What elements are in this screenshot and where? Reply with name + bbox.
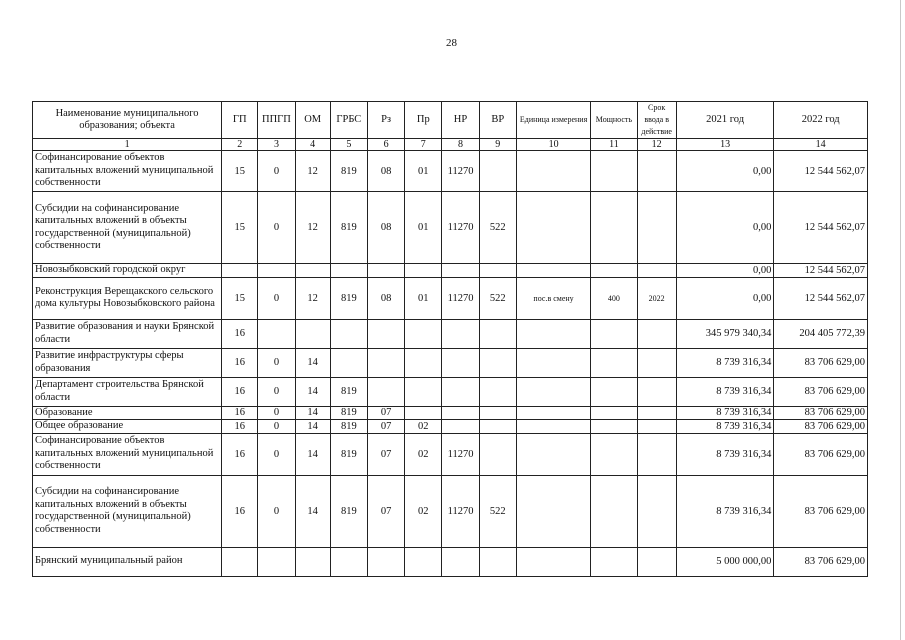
column-number: 14	[774, 139, 868, 151]
table-cell-unit	[516, 319, 590, 348]
table-cell-2022: 83 706 629,00	[774, 420, 868, 434]
table-cell-term	[637, 433, 676, 475]
table-cell-ppgp: 0	[258, 475, 295, 547]
table-cell-ppgp: 0	[258, 192, 295, 264]
table-cell-om: 14	[295, 420, 330, 434]
table-cell-grbs	[330, 348, 367, 377]
table-cell-om	[295, 264, 330, 278]
table-cell-2022: 204 405 772,39	[774, 319, 868, 348]
budget-table	[32, 101, 868, 577]
table-cell-vr	[479, 151, 516, 192]
table-cell-np	[442, 319, 479, 348]
table-cell-gp: 15	[222, 151, 258, 192]
table-body	[33, 151, 868, 577]
table-cell-rz: 08	[367, 277, 404, 319]
table-cell-capacity	[591, 151, 637, 192]
table-cell-grbs: 819	[330, 277, 367, 319]
table-cell-2021: 8 739 316,34	[676, 420, 774, 434]
table-cell-pr: 01	[405, 151, 442, 192]
header-ppgp: ППГП	[258, 102, 295, 139]
column-number: 3	[258, 139, 295, 151]
table-cell-2021: 8 739 316,34	[676, 406, 774, 420]
table-cell-ppgp: 0	[258, 406, 295, 420]
table-cell-unit	[516, 377, 590, 406]
table-cell-grbs: 819	[330, 433, 367, 475]
table-row	[33, 547, 868, 576]
table-cell-capacity	[591, 475, 637, 547]
table-cell-pr	[405, 547, 442, 576]
table-cell-capacity	[591, 377, 637, 406]
table-cell-term	[637, 547, 676, 576]
table-cell-rz: 08	[367, 192, 404, 264]
table-cell-np	[442, 420, 479, 434]
table-cell-vr: 522	[479, 192, 516, 264]
table-cell-pr	[405, 348, 442, 377]
table-cell-grbs: 819	[330, 475, 367, 547]
table-cell-rz: 07	[367, 406, 404, 420]
table-cell-unit	[516, 151, 590, 192]
table-cell-np	[442, 264, 479, 278]
header-2022: 2022 год	[774, 102, 868, 139]
table-cell-rz: 07	[367, 475, 404, 547]
table-cell-rz: 07	[367, 420, 404, 434]
table-cell-term	[637, 420, 676, 434]
table-cell-grbs: 819	[330, 406, 367, 420]
table-cell-ppgp: 0	[258, 348, 295, 377]
table-cell-np	[442, 406, 479, 420]
table-cell-capacity	[591, 406, 637, 420]
table-cell-gp	[222, 264, 258, 278]
table-cell-om: 14	[295, 377, 330, 406]
table-cell-vr	[479, 420, 516, 434]
column-number-row	[33, 139, 868, 151]
table-cell-2021: 8 739 316,34	[676, 348, 774, 377]
table-cell-rz	[367, 547, 404, 576]
table-cell-vr	[479, 406, 516, 420]
header-vr: ВР	[479, 102, 516, 139]
table-cell-2022: 83 706 629,00	[774, 377, 868, 406]
table-cell-om: 14	[295, 348, 330, 377]
column-number: 8	[442, 139, 479, 151]
header-row	[33, 102, 868, 139]
header-rz: Рз	[367, 102, 404, 139]
table-cell-np	[442, 348, 479, 377]
table-cell-unit: пос.в смену	[516, 277, 590, 319]
table-cell-unit	[516, 420, 590, 434]
table-cell-ppgp: 0	[258, 433, 295, 475]
table-cell-ppgp	[258, 264, 295, 278]
table-cell-2021: 8 739 316,34	[676, 433, 774, 475]
table-cell-term	[637, 319, 676, 348]
header-term: Срок ввода в действие	[637, 102, 676, 139]
table-cell-rz	[367, 319, 404, 348]
table-cell-name: Софинансирование объектов капитальных вложений муниципальной собственности	[33, 151, 222, 192]
table-row	[33, 277, 868, 319]
table-cell-pr	[405, 406, 442, 420]
table-cell-pr	[405, 319, 442, 348]
table-cell-2022: 83 706 629,00	[774, 475, 868, 547]
table-cell-om: 14	[295, 433, 330, 475]
table-cell-gp: 15	[222, 277, 258, 319]
table-cell-grbs	[330, 264, 367, 278]
table-cell-vr	[479, 319, 516, 348]
table-cell-ppgp	[258, 547, 295, 576]
table-cell-gp: 15	[222, 192, 258, 264]
table-cell-2021: 345 979 340,34	[676, 319, 774, 348]
table-cell-vr	[479, 547, 516, 576]
column-number: 9	[479, 139, 516, 151]
table-cell-2022: 12 544 562,07	[774, 151, 868, 192]
table-cell-capacity	[591, 319, 637, 348]
table-cell-2021: 0,00	[676, 277, 774, 319]
table-cell-term	[637, 348, 676, 377]
table-cell-om: 14	[295, 475, 330, 547]
table-cell-grbs: 819	[330, 151, 367, 192]
table-cell-gp: 16	[222, 377, 258, 406]
table-cell-gp: 16	[222, 319, 258, 348]
table-cell-unit	[516, 348, 590, 377]
table-cell-rz: 08	[367, 151, 404, 192]
table-cell-pr	[405, 377, 442, 406]
table-cell-name: Новозыбковский городской округ	[33, 264, 222, 278]
table-cell-om: 12	[295, 151, 330, 192]
table-row	[33, 377, 868, 406]
table-cell-np: 11270	[442, 433, 479, 475]
table-cell-term	[637, 377, 676, 406]
table-cell-name: Развитие инфраструктуры сферы образования	[33, 348, 222, 377]
table-cell-gp: 16	[222, 348, 258, 377]
table-cell-om: 14	[295, 406, 330, 420]
table-cell-vr	[479, 377, 516, 406]
header-np: НР	[442, 102, 479, 139]
table-cell-term	[637, 151, 676, 192]
table-cell-unit	[516, 406, 590, 420]
table-cell-pr: 02	[405, 475, 442, 547]
table-cell-vr	[479, 264, 516, 278]
table-cell-ppgp: 0	[258, 277, 295, 319]
table-cell-vr: 522	[479, 277, 516, 319]
table-cell-2021: 8 739 316,34	[676, 475, 774, 547]
table-cell-unit	[516, 547, 590, 576]
table-row	[33, 420, 868, 434]
column-number: 5	[330, 139, 367, 151]
header-unit: Единица измерения	[516, 102, 590, 139]
table-cell-term: 2022	[637, 277, 676, 319]
table-cell-capacity	[591, 433, 637, 475]
table-cell-rz	[367, 377, 404, 406]
column-number: 12	[637, 139, 676, 151]
table-cell-name: Общее образование	[33, 420, 222, 434]
table-cell-name: Реконструкция Верещакского сельского дома культуры Новозыбковского района	[33, 277, 222, 319]
table-cell-np: 11270	[442, 192, 479, 264]
table-cell-name: Субсидии на софинансирование капитальных вложений в объекты государственной (муниципальной) собственности	[33, 475, 222, 547]
column-number: 11	[591, 139, 637, 151]
table-cell-ppgp	[258, 319, 295, 348]
scan-edge-line	[900, 0, 901, 640]
table-cell-np: 11270	[442, 151, 479, 192]
table-row	[33, 151, 868, 192]
header-gp: ГП	[222, 102, 258, 139]
table-cell-pr: 01	[405, 277, 442, 319]
table-cell-pr	[405, 264, 442, 278]
table-cell-np	[442, 547, 479, 576]
table-cell-ppgp: 0	[258, 151, 295, 192]
table-cell-rz	[367, 348, 404, 377]
header-capacity: Мощность	[591, 102, 637, 139]
table-cell-name: Субсидии на софинансирование капитальных вложений в объекты государственной (муниципальной) собственности	[33, 192, 222, 264]
table-cell-ppgp: 0	[258, 420, 295, 434]
table-cell-rz	[367, 264, 404, 278]
table-row	[33, 319, 868, 348]
table-cell-rz: 07	[367, 433, 404, 475]
table-cell-pr: 02	[405, 433, 442, 475]
table-cell-vr	[479, 433, 516, 475]
table-cell-name: Софинансирование объектов капитальных вложений муниципальной собственности	[33, 433, 222, 475]
table-cell-ppgp: 0	[258, 377, 295, 406]
page-number: 28	[446, 37, 457, 49]
table-cell-np: 11270	[442, 475, 479, 547]
table-cell-2021: 0,00	[676, 151, 774, 192]
column-number: 10	[516, 139, 590, 151]
table-cell-pr: 02	[405, 420, 442, 434]
table-cell-om: 12	[295, 192, 330, 264]
table-cell-gp: 16	[222, 406, 258, 420]
table-cell-gp: 16	[222, 420, 258, 434]
table-cell-2022: 83 706 629,00	[774, 547, 868, 576]
table-cell-term	[637, 264, 676, 278]
table-cell-2022: 12 544 562,07	[774, 277, 868, 319]
table-cell-2022: 83 706 629,00	[774, 348, 868, 377]
table-cell-name: Брянский муниципальный район	[33, 547, 222, 576]
table-cell-2022: 12 544 562,07	[774, 192, 868, 264]
table-row	[33, 264, 868, 278]
table-row	[33, 433, 868, 475]
table-cell-om	[295, 319, 330, 348]
table-cell-name: Развитие образования и науки Брянской области	[33, 319, 222, 348]
header-name: Наименование муниципального образования; объекта	[33, 102, 222, 139]
table-cell-2021: 0,00	[676, 264, 774, 278]
table-cell-capacity	[591, 547, 637, 576]
header-grbs: ГРБС	[330, 102, 367, 139]
table-cell-2021: 0,00	[676, 192, 774, 264]
table-row	[33, 192, 868, 264]
table-cell-name: Образование	[33, 406, 222, 420]
table-cell-term	[637, 192, 676, 264]
table-cell-name: Департамент строительства Брянской области	[33, 377, 222, 406]
table-cell-capacity	[591, 348, 637, 377]
table-cell-2021: 8 739 316,34	[676, 377, 774, 406]
table-cell-grbs: 819	[330, 420, 367, 434]
table-cell-grbs	[330, 547, 367, 576]
table-cell-gp: 16	[222, 433, 258, 475]
table-row	[33, 475, 868, 547]
table-cell-unit	[516, 433, 590, 475]
header-2021: 2021 год	[676, 102, 774, 139]
table-cell-term	[637, 406, 676, 420]
table-cell-unit	[516, 264, 590, 278]
header-om: ОМ	[295, 102, 330, 139]
column-number: 13	[676, 139, 774, 151]
table-cell-np	[442, 377, 479, 406]
column-number: 7	[405, 139, 442, 151]
table-cell-2021: 5 000 000,00	[676, 547, 774, 576]
table-cell-capacity: 400	[591, 277, 637, 319]
table-cell-2022: 83 706 629,00	[774, 406, 868, 420]
table-cell-capacity	[591, 264, 637, 278]
table-cell-term	[637, 475, 676, 547]
column-number: 2	[222, 139, 258, 151]
table-cell-unit	[516, 192, 590, 264]
column-number: 6	[367, 139, 404, 151]
table-cell-gp	[222, 547, 258, 576]
table-cell-om: 12	[295, 277, 330, 319]
table-cell-2022: 12 544 562,07	[774, 264, 868, 278]
table-cell-unit	[516, 475, 590, 547]
table-cell-om	[295, 547, 330, 576]
table-cell-np: 11270	[442, 277, 479, 319]
table-row	[33, 406, 868, 420]
table-cell-pr: 01	[405, 192, 442, 264]
table-cell-vr: 522	[479, 475, 516, 547]
table-cell-capacity	[591, 420, 637, 434]
table-row	[33, 348, 868, 377]
header-pr: Пр	[405, 102, 442, 139]
table-cell-vr	[479, 348, 516, 377]
table-cell-grbs: 819	[330, 377, 367, 406]
table-cell-2022: 83 706 629,00	[774, 433, 868, 475]
column-number: 4	[295, 139, 330, 151]
table-cell-grbs	[330, 319, 367, 348]
table-cell-capacity	[591, 192, 637, 264]
table-cell-grbs: 819	[330, 192, 367, 264]
table-cell-gp: 16	[222, 475, 258, 547]
column-number: 1	[33, 139, 222, 151]
